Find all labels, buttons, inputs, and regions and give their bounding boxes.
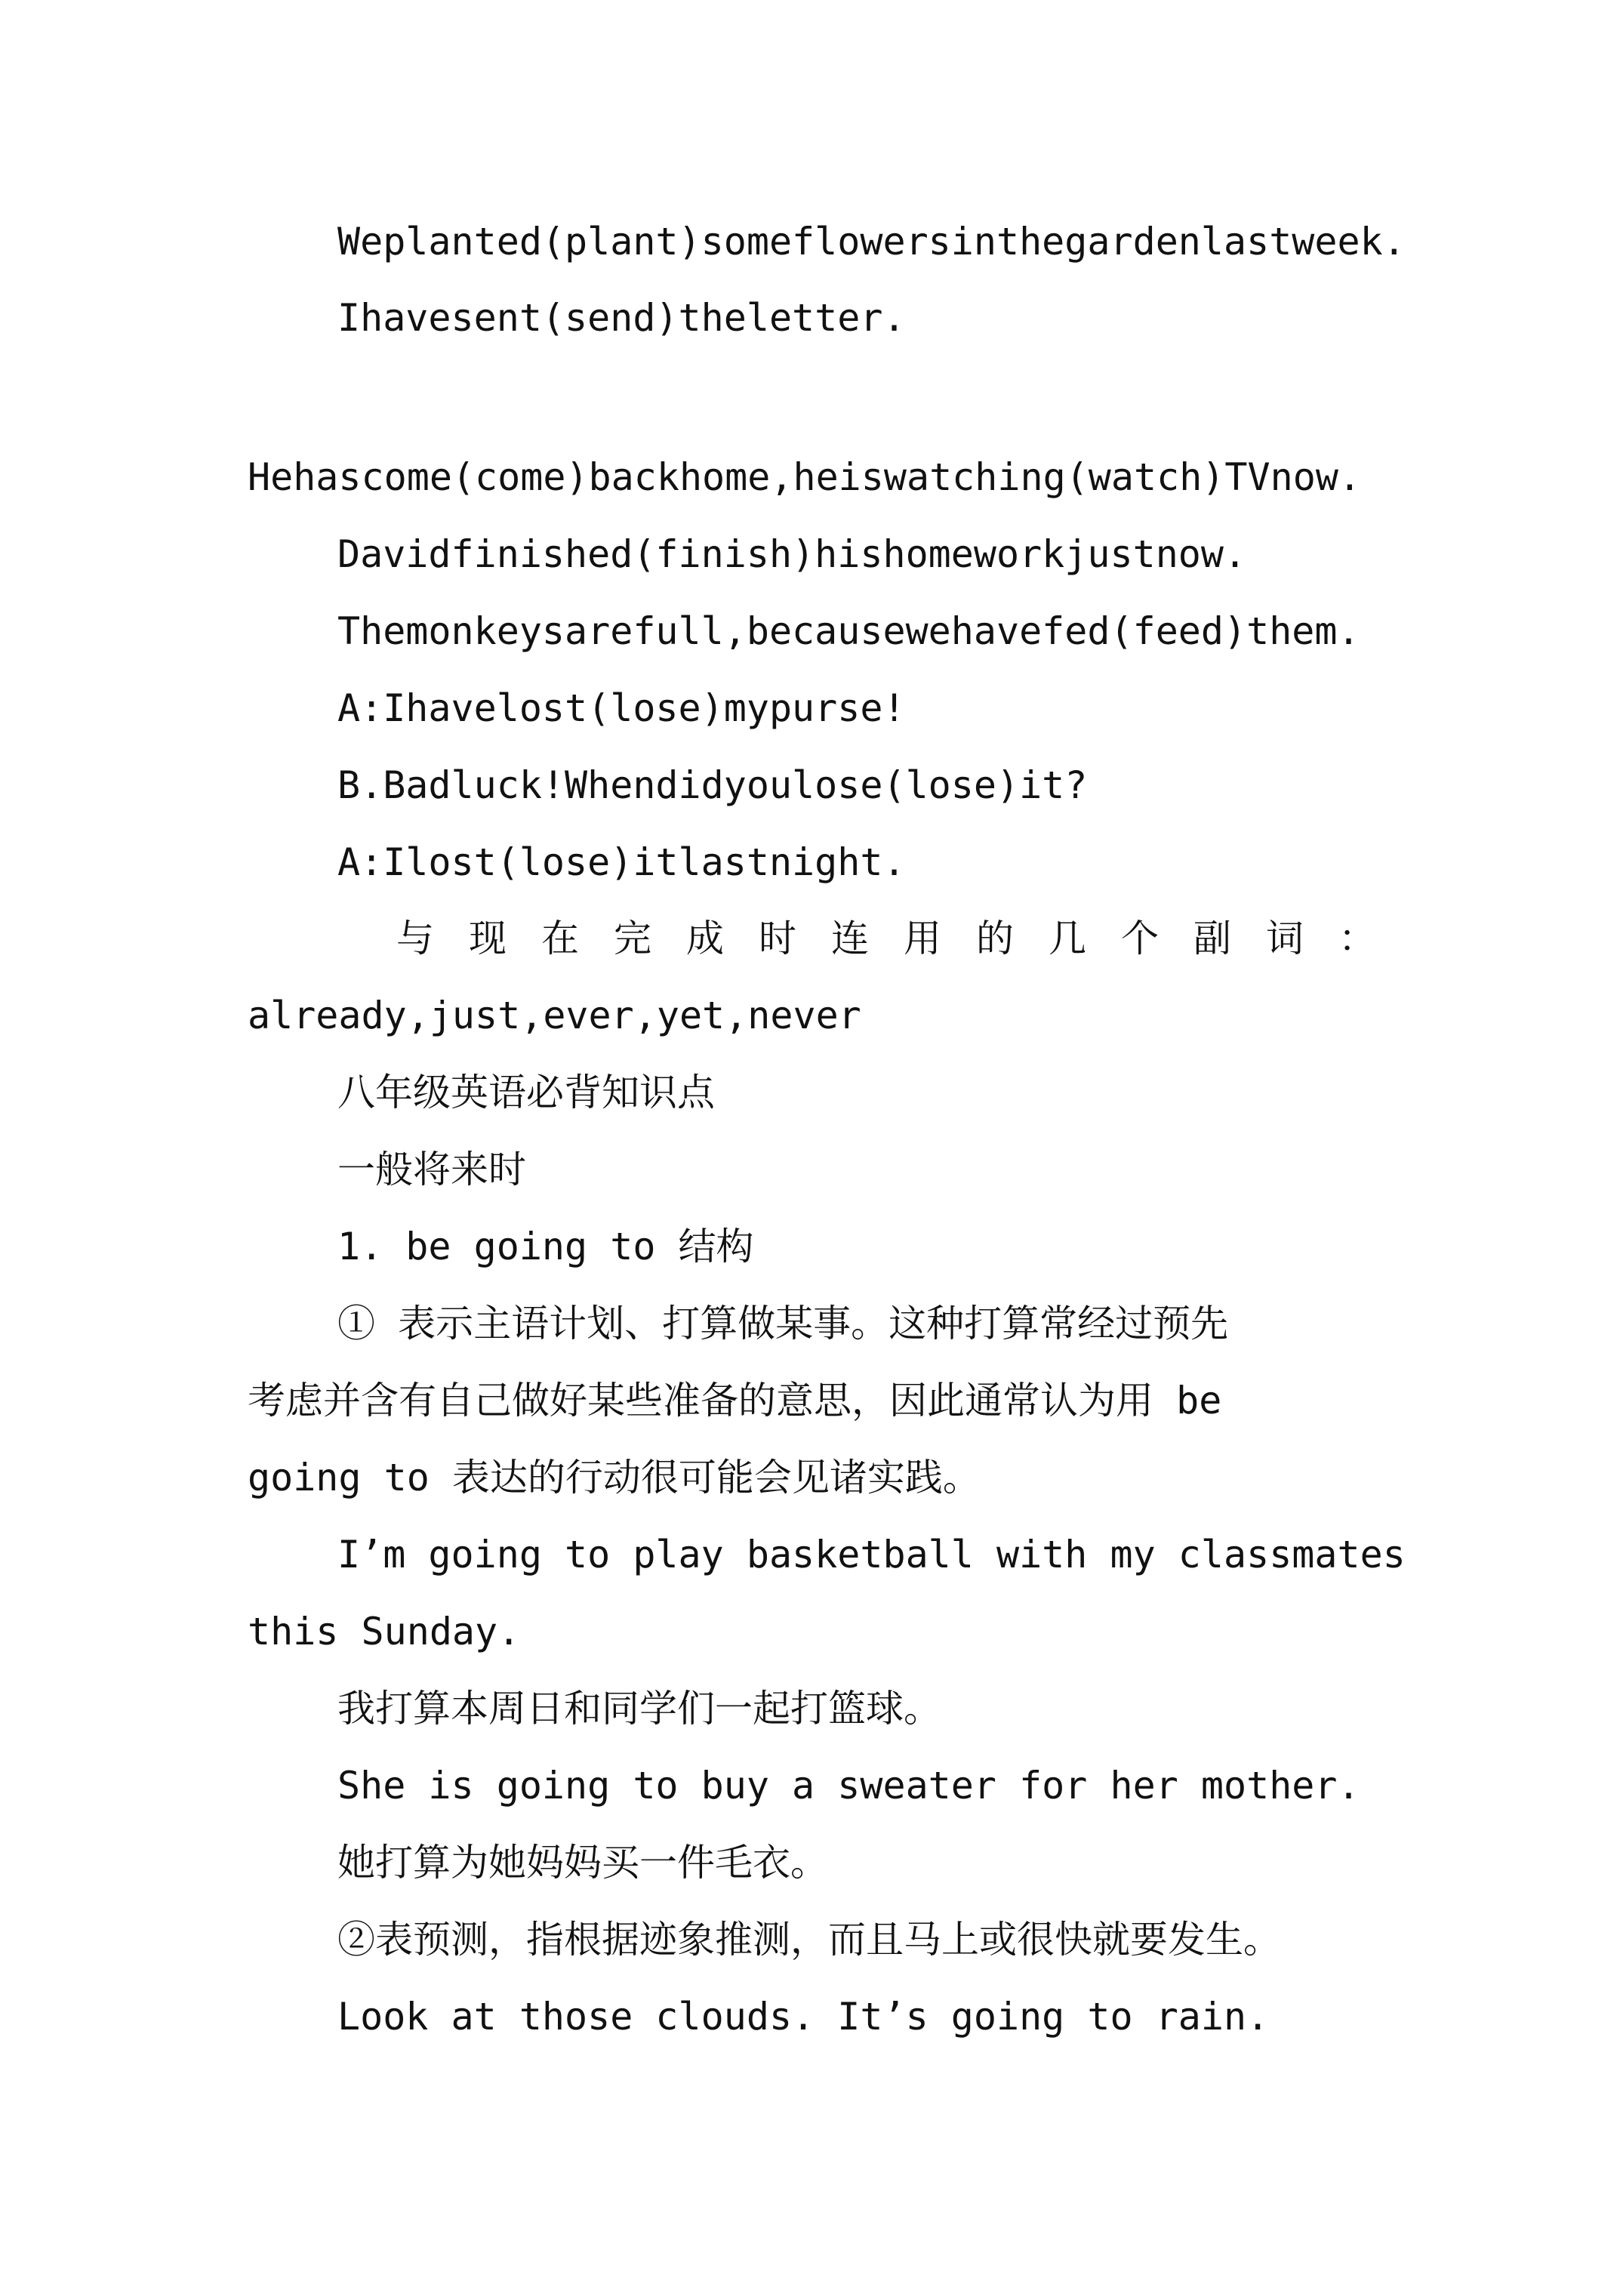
heading-char: 与 <box>396 917 434 960</box>
heading-char: 时 <box>759 917 796 960</box>
heading-char: 几 <box>1049 917 1086 960</box>
heading-char: 现 <box>469 917 507 960</box>
adverb-list: already,just,ever,yet,never <box>248 994 861 1037</box>
paragraph-line: going to 表达的行动很可能会见诸实践。 <box>248 1456 981 1499</box>
heading-char: 用 <box>904 917 941 960</box>
point-title: 1. be going to 结构 <box>337 1225 754 1268</box>
example-line: this Sunday. <box>248 1610 521 1653</box>
subsection-title: 一般将来时 <box>337 1148 526 1191</box>
heading-char: 词 <box>1266 917 1304 960</box>
text-line: Ihavesent(send)theletter. <box>337 296 906 340</box>
text-line: Weplanted(plant)someflowersinthegardenlastweek. <box>337 220 1406 264</box>
text-line: Davidfinished(finish)hishomeworkjustnow. <box>337 532 1247 576</box>
text-line: Hehascome(come)backhome,heiswatching(watch)TVnow. <box>248 455 1362 499</box>
example-line: Look at those clouds. It’s going to rain. <box>337 1995 1270 2039</box>
heading-char: 在 <box>541 917 579 960</box>
text-line: Themonkeysarefull,becausewehavefed(feed)them. <box>337 609 1360 653</box>
paragraph-line: ②表预测，指根据迹象推测，而且马上或很快就要发生。 <box>337 1918 1281 1962</box>
heading-char: 的 <box>976 917 1014 960</box>
paragraph-line: 考虑并含有自己做好某些准备的意思，因此通常认为用 be <box>248 1379 1222 1422</box>
text-line: A:Ihavelost(lose)mypurse! <box>337 686 906 730</box>
text-line: A:Ilost(lose)itlastnight. <box>337 840 906 884</box>
heading-char: 个 <box>1121 917 1159 960</box>
heading-char: ： <box>1338 917 1376 960</box>
example-translation: 我打算本周日和同学们一起打篮球。 <box>337 1687 941 1730</box>
example-line: She is going to buy a sweater for her mother. <box>337 1764 1360 1808</box>
example-line: I’m going to play basketball with my classmates <box>337 1533 1406 1576</box>
heading-char: 副 <box>1193 917 1231 960</box>
text-line: B.Badluck!Whendidyoulose(lose)it? <box>337 763 1088 807</box>
adverb-heading <box>396 912 1376 965</box>
heading-char: 连 <box>831 917 869 960</box>
heading-char: 完 <box>614 917 651 960</box>
example-translation: 她打算为她妈妈买一件毛衣。 <box>337 1841 828 1885</box>
heading-char: 成 <box>686 917 724 960</box>
section-title: 八年级英语必背知识点 <box>337 1071 715 1114</box>
paragraph-line: ① 表示主语计划、打算做某事。这种打算常经过预先 <box>337 1302 1229 1345</box>
